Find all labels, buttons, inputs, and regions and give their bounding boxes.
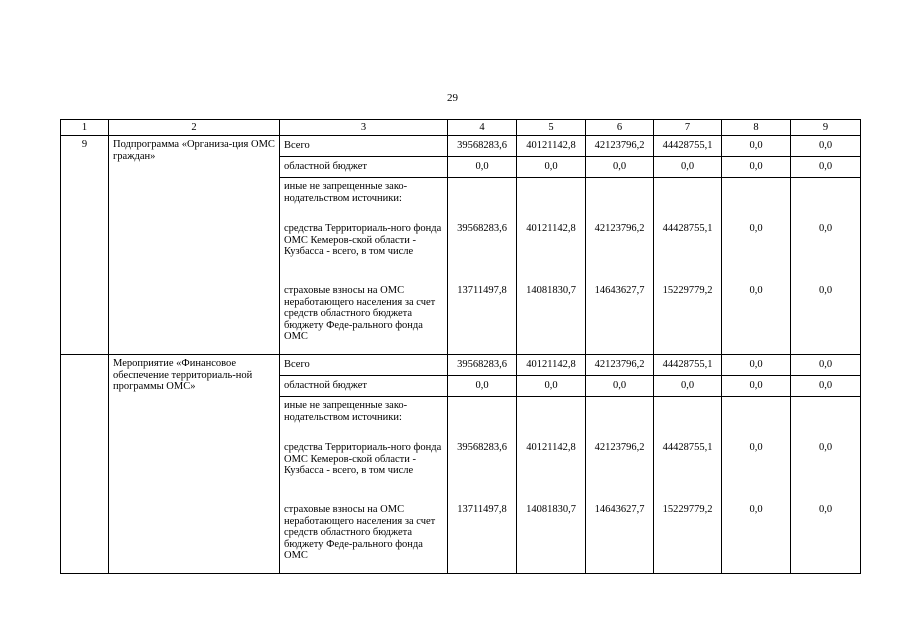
value-column xyxy=(517,178,586,355)
value-cell: 44428755,1 xyxy=(654,136,722,157)
value-cell: 0,0 xyxy=(818,223,833,234)
value-cell: 42123796,2 xyxy=(594,223,645,234)
value-cell: 40121142,8 xyxy=(526,442,576,453)
header-cell: 7 xyxy=(654,120,722,136)
value-cell: 15229779,2 xyxy=(662,285,713,296)
value-cell: 0,0 xyxy=(586,376,654,397)
value-column xyxy=(517,397,586,574)
value-cell: 39568283,6 xyxy=(457,442,507,453)
row-label xyxy=(280,178,448,355)
value-cell: 39568283,6 xyxy=(448,355,517,376)
value-cell: 40121142,8 xyxy=(526,223,576,234)
header-cell: 9 xyxy=(791,120,861,136)
value-cell: 13711497,8 xyxy=(457,285,507,296)
value-cell: 0,0 xyxy=(791,136,861,157)
value-cell: 0,0 xyxy=(749,285,763,296)
header-cell: 5 xyxy=(517,120,586,136)
table-row xyxy=(61,136,861,157)
block-index: 9 xyxy=(61,136,109,355)
insurance-label: страховые взносы на ОМС неработающего населения за счет средств областного бюджета бюджету Феде-рального фонда ОМС xyxy=(284,285,436,342)
header-cell: 4 xyxy=(448,120,517,136)
value-column xyxy=(791,178,861,355)
value-cell: 0,0 xyxy=(818,442,833,453)
value-cell: 44428755,1 xyxy=(662,223,713,234)
value-column xyxy=(722,178,791,355)
fund-label: средства Территориаль-ного фонда ОМС Кемеров-ской области - Кузбасса - всего, в том числе xyxy=(284,442,442,476)
value-cell: 42123796,2 xyxy=(586,136,654,157)
value-cell: 0,0 xyxy=(722,136,791,157)
value-column xyxy=(654,178,722,355)
value-cell: 0,0 xyxy=(722,157,791,178)
value-cell: 0,0 xyxy=(586,157,654,178)
page-number: 29 xyxy=(447,92,458,104)
value-cell: 0,0 xyxy=(448,376,517,397)
value-column xyxy=(448,397,517,574)
value-cell: 0,0 xyxy=(448,157,517,178)
value-cell: 39568283,6 xyxy=(448,136,517,157)
value-column xyxy=(654,397,722,574)
header-cell: 1 xyxy=(61,120,109,136)
header-cell: 2 xyxy=(109,120,280,136)
value-column xyxy=(586,397,654,574)
value-cell: 14643627,7 xyxy=(594,504,645,515)
fund-label: средства Территориаль-ного фонда ОМС Кемеров-ской области - Кузбасса - всего, в том числе xyxy=(284,223,442,257)
value-cell: 14643627,7 xyxy=(594,285,645,296)
value-cell: 0,0 xyxy=(654,376,722,397)
value-cell: 44428755,1 xyxy=(654,355,722,376)
row-label: областной бюджет xyxy=(280,376,448,397)
header-row xyxy=(61,120,861,136)
value-cell: 0,0 xyxy=(517,376,586,397)
value-column xyxy=(791,397,861,574)
header-cell: 8 xyxy=(722,120,791,136)
value-cell: 0,0 xyxy=(791,376,861,397)
other-sources-label: иные не запрещенные зако-нодательством источники: xyxy=(284,400,408,423)
value-cell: 0,0 xyxy=(654,157,722,178)
block-index xyxy=(61,355,109,574)
insurance-label: страховые взносы на ОМС неработающего населения за счет средств областного бюджета бюджету Феде-рального фонда ОМС xyxy=(284,504,436,561)
row-label: областной бюджет xyxy=(280,157,448,178)
value-cell: 40121142,8 xyxy=(517,136,586,157)
value-cell: 0,0 xyxy=(791,355,861,376)
value-cell: 13711497,8 xyxy=(457,504,507,515)
value-cell: 0,0 xyxy=(517,157,586,178)
value-cell: 0,0 xyxy=(818,285,833,296)
value-cell: 0,0 xyxy=(749,504,763,515)
value-cell: 0,0 xyxy=(722,376,791,397)
value-cell: 14081830,7 xyxy=(526,285,576,296)
value-cell: 15229779,2 xyxy=(662,504,713,515)
value-cell: 44428755,1 xyxy=(662,442,713,453)
value-cell: 0,0 xyxy=(749,442,763,453)
value-cell: 0,0 xyxy=(722,355,791,376)
value-cell: 42123796,2 xyxy=(586,355,654,376)
value-cell: 42123796,2 xyxy=(594,442,645,453)
value-column xyxy=(586,178,654,355)
header-cell: 3 xyxy=(280,120,448,136)
value-cell: 39568283,6 xyxy=(457,223,507,234)
value-column xyxy=(722,397,791,574)
block-name: Подпрограмма «Организа-ция ОМС граждан» xyxy=(109,136,280,355)
value-column xyxy=(448,178,517,355)
value-cell: 0,0 xyxy=(818,504,833,515)
value-cell: 0,0 xyxy=(749,223,763,234)
block-name: Мероприятие «Финансовое обеспечение территориаль-ной программы ОМС» xyxy=(109,355,280,574)
row-label: Всего xyxy=(280,136,448,157)
value-cell: 40121142,8 xyxy=(517,355,586,376)
header-cell: 6 xyxy=(586,120,654,136)
row-label: Всего xyxy=(280,355,448,376)
value-cell: 14081830,7 xyxy=(526,504,576,515)
value-cell: 0,0 xyxy=(791,157,861,178)
other-sources-label: иные не запрещенные зако-нодательством источники: xyxy=(284,181,408,204)
funding-table xyxy=(60,119,861,574)
table-row xyxy=(61,355,861,376)
row-label xyxy=(280,397,448,574)
